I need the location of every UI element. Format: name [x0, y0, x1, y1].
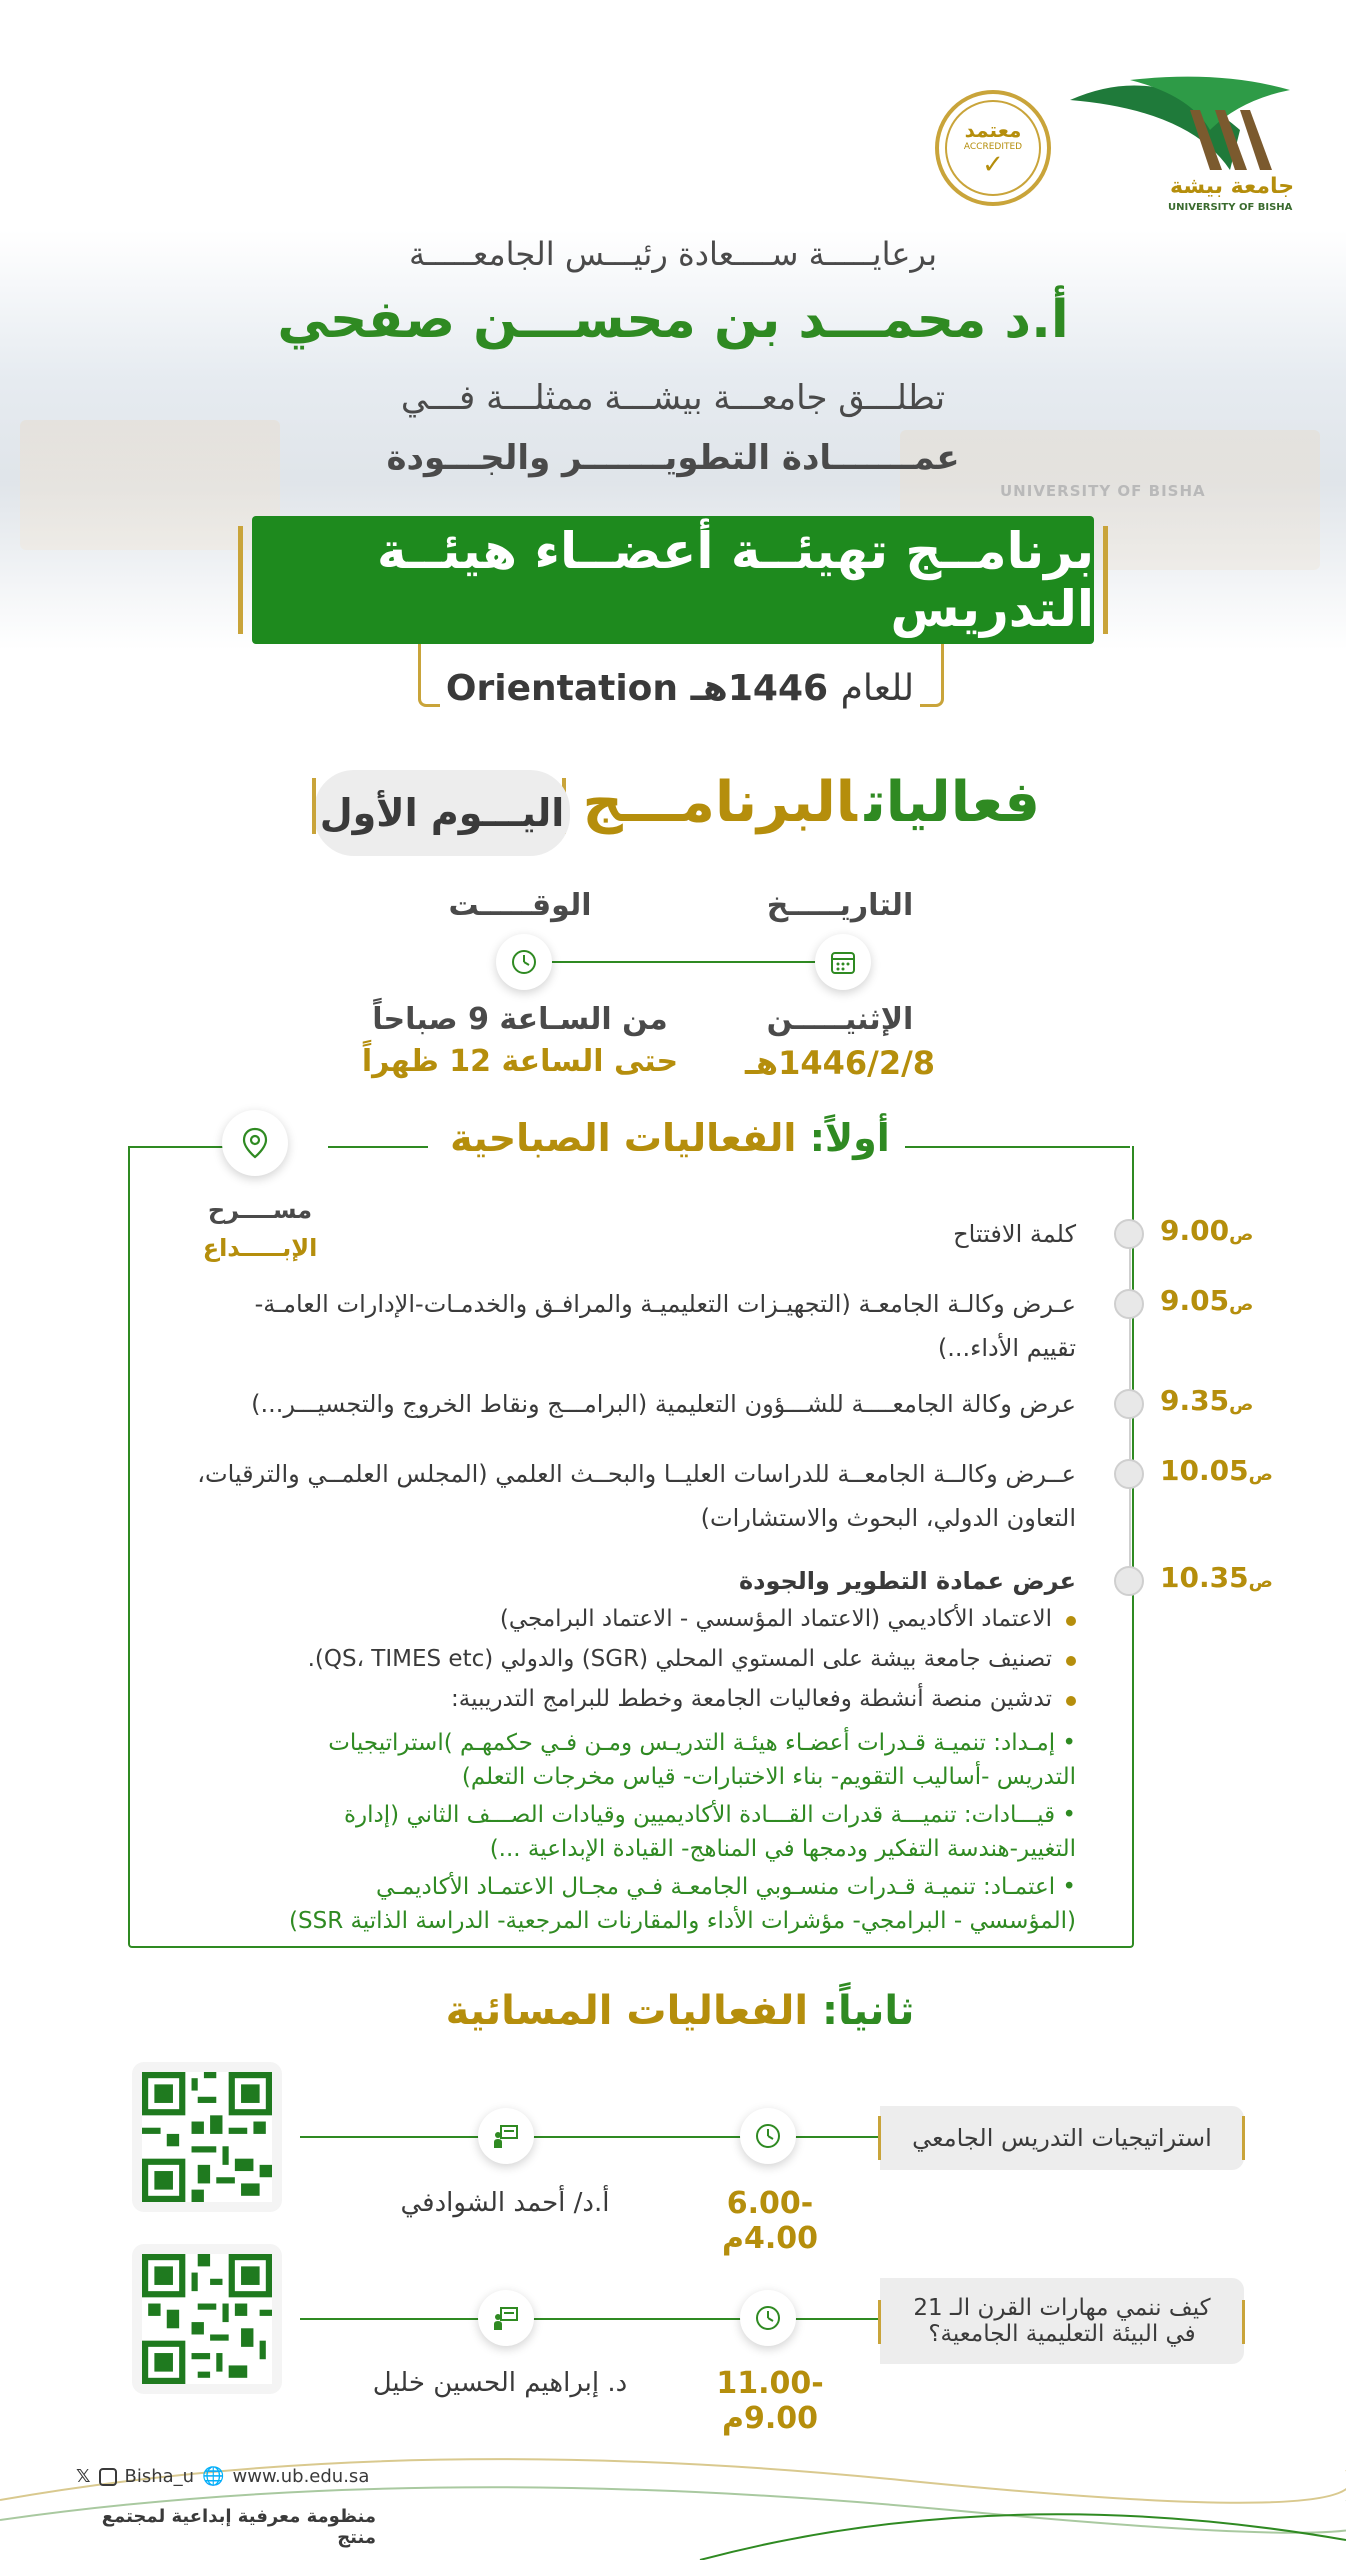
platform-item-2: [170, 1802, 1076, 1862]
location-pin-icon: [222, 1110, 288, 1176]
platform-item-line1: • إمـداد: تنميـة قـدرات أعضـاء هيئـة التدريـس ومـن فـي حكمهـم )استراتيجيات: [328, 1730, 1076, 1756]
item-time-1: [1160, 1214, 1261, 1247]
item-time-value: 9.00: [1160, 1214, 1230, 1247]
item-text-5: عرض عمادة التطوير والجودة: [738, 1567, 1076, 1595]
schedule-connector: [520, 961, 840, 963]
qr-code-icon: [142, 2254, 272, 2384]
session-topic-text: في البيئة التعليمية الجامعية؟: [928, 2321, 1196, 2347]
item-time-unit: ص: [1229, 1294, 1254, 1315]
sub-bullet-text: تصنيف جامعة بيشة على المستوي المحلي (SGR) والدولي (QS، TIMES etc).: [307, 1646, 1052, 1672]
session-topic-1: [880, 2106, 1244, 2170]
year-value: 1446هـ: [690, 668, 829, 709]
session-time-2: 11.00-9.00م: [716, 2366, 824, 2436]
deanship-line: عمـــــــادة التطويـــــــر والجـــودة: [386, 438, 960, 478]
session-time-1: 6.00-4.00م: [721, 2186, 819, 2256]
platform-item-3: [170, 1874, 1076, 1934]
session-topic-text: كيف ننمي مهارات القرن الـ 21: [913, 2295, 1211, 2321]
item-time-4: [1160, 1454, 1281, 1487]
patronage-line: برعايـــــة ســــعادة رئيـــس الجامعـــــة: [409, 235, 937, 273]
evening-title-prefix: ثانياً:: [822, 1988, 915, 2034]
session-topic-text: استراتيجيات التدريس الجامعي: [912, 2124, 1212, 2152]
clock-icon: [740, 2108, 796, 2164]
events-title: [580, 770, 1040, 835]
time-from: من السـاعة 9 صباحاً: [372, 1002, 668, 1037]
item-time-value: 10.35: [1160, 1561, 1249, 1594]
program-title: برنامــج تهيئــة أعضــاء هيئــة التدريس: [377, 522, 1094, 638]
topic-accent-bar: [878, 2116, 881, 2160]
timeline-dot: [1114, 1566, 1144, 1596]
item-time-value: 9.05: [1160, 1284, 1230, 1317]
timeline-dot: [1114, 1289, 1144, 1319]
footer-links: [76, 2466, 369, 2487]
presenter-icon: [478, 2290, 534, 2346]
venue-line2: الإبـــــداع: [202, 1234, 318, 1262]
item-text-1: كلمة الافتتاح: [953, 1220, 1076, 1248]
check-icon: ✓: [982, 150, 1004, 180]
sub-bullet-3: [180, 1686, 1076, 1712]
topic-accent-bar: [1242, 2300, 1245, 2344]
timeline-dot: [1114, 1459, 1144, 1489]
item-time-5: [1160, 1561, 1281, 1594]
platform-item-line1: • اعتمـاد: تنميـة قـدرات منسـوبي الجامعـة فـي مجـال الاعتمـاد الأكاديمـي: [375, 1874, 1076, 1900]
morning-title-prefix: أولاً:: [809, 1116, 890, 1160]
clock-icon: [496, 934, 552, 990]
topic-accent-bar: [1242, 2116, 1245, 2160]
platform-item-1: [170, 1730, 1076, 1790]
divider-bar-left: [312, 778, 316, 834]
time-label: الوقـــــت: [448, 888, 592, 923]
presenter-icon: [478, 2108, 534, 2164]
qr-code-icon: [142, 2072, 272, 2202]
events-title-part2: البرنامـــج: [582, 770, 857, 835]
item-text-2: عـرض وكالـة الجامعـة (التجهيـزات التعليميـة والمرافـق والخدمـات-الإدارات العامـة-: [254, 1290, 1076, 1318]
seal-text-en: ACCREDITED: [963, 142, 1023, 152]
program-title-banner: [252, 516, 1094, 644]
accreditation-seal: [935, 90, 1051, 206]
bullet-icon: [1066, 1696, 1076, 1706]
year-line: [440, 668, 920, 709]
sub-bullet-1: [180, 1606, 1076, 1632]
item-time-2: [1160, 1284, 1261, 1317]
morning-title-text: الفعاليات الصباحية: [450, 1116, 797, 1160]
timeline-dot: [1114, 1389, 1144, 1419]
morning-title: [440, 1116, 900, 1160]
university-logo: [1040, 70, 1320, 220]
footer-handle[interactable]: Bisha_u: [124, 2466, 195, 2487]
palm-logo-icon: [1040, 70, 1320, 180]
sub-bullet-2: [180, 1646, 1076, 1672]
events-title-part1: فعاليات: [864, 770, 1040, 835]
day-label: اليـــوم الأول: [319, 791, 565, 835]
year-prefix: للعام: [840, 668, 915, 709]
platform-item-line2: التغيير-هندسة التفكير ودمجها في المناهج- القيادة الإبداعية ...): [489, 1836, 1076, 1862]
calendar-icon: [815, 934, 871, 990]
item-time-unit: ص: [1229, 1224, 1254, 1245]
day-label-pill: [314, 770, 570, 856]
date-value: 1446/2/8هـ: [744, 1044, 936, 1082]
footer-slogan: منظومة معرفية إبداعية لمجتمع منتج: [101, 2506, 376, 2548]
item-text-4b: التعاون الدولي، البحوث والاستشارات): [700, 1504, 1076, 1532]
platform-item-line2: (المؤسسي - البرامجي- مؤشرات الأداء والمقارنات المرجعية- الدراسة الذاتية SSR): [289, 1908, 1076, 1934]
frame-top-left: [128, 1146, 228, 1148]
president-name: أ.د محمـــد بن محســـن صفحي: [277, 290, 1069, 350]
x-icon[interactable]: 𝕏: [76, 2466, 91, 2487]
session-speaker-1: أ.د/ أحمد الشوادفي: [400, 2188, 610, 2218]
venue-line1: مســــرح: [207, 1196, 313, 1224]
bullet-icon: [1066, 1656, 1076, 1666]
launch-line: تطلـــق جامعـــة بيشـــة ممثلـــة فـــي: [400, 378, 946, 418]
time-to: حتى الساعة 12 ظهراً: [361, 1044, 679, 1079]
qr-code[interactable]: [132, 2244, 282, 2394]
item-time-unit: ص: [1248, 1464, 1273, 1485]
clock-icon: [740, 2290, 796, 2346]
platform-item-line1: • قيـــادات: تنميـــة قدرات القـــادة الأكاديميين وقيادات الصـــف الثاني (إدارة: [343, 1802, 1076, 1828]
day-name: الإثنيـــــن: [766, 1002, 914, 1037]
university-name-ar: جامعة بيشة: [1170, 174, 1295, 199]
date-label: التاريـــــخ: [766, 888, 914, 923]
item-time-value: 9.35: [1160, 1384, 1230, 1417]
globe-icon: 🌐: [202, 2466, 225, 2487]
item-text-4: عــرض وكالــة الجامعــة للدراسات العليــا والبحــث العلمي (المجلس العلمــي والترقيات،: [197, 1460, 1076, 1488]
timeline-dot: [1114, 1219, 1144, 1249]
sub-bullet-text: تدشين منصة أنشطة وفعاليات الجامعة وخطط للبرامج التدريبية:: [451, 1686, 1052, 1712]
sub-bullet-text: الاعتماد الأكاديمي (الاعتماد المؤسسي - الاعتماد البرامجي): [499, 1606, 1052, 1632]
qr-code[interactable]: [132, 2062, 282, 2212]
item-text-3: عرض وكالة الجامعــــة للشـــؤون التعليمية (البرامـــج ونقاط الخروج والتجسيـــر...): [251, 1390, 1076, 1418]
evening-title-text: الفعاليات المسائية: [445, 1988, 809, 2034]
topic-accent-bar: [878, 2300, 881, 2344]
item-time-unit: ص: [1229, 1394, 1254, 1415]
item-time-unit: ص: [1248, 1571, 1273, 1592]
frame-top-mid: [328, 1146, 428, 1148]
item-time-value: 10.05: [1160, 1454, 1249, 1487]
instagram-icon[interactable]: [99, 2468, 117, 2486]
bullet-icon: [1066, 1616, 1076, 1626]
seal-text-ar: معتمد: [964, 118, 1022, 142]
platform-item-line2: التدريس -أساليب التقويم- بناء الاختبارات- قياس مخرجات التعلم): [461, 1764, 1076, 1790]
year-suffix: Orientation: [445, 668, 679, 709]
item-time-3: [1160, 1384, 1261, 1417]
session-speaker-2: د. إبراهيم الحسين خليل: [372, 2368, 628, 2398]
evening-title: [400, 1988, 960, 2034]
session-topic-2: [880, 2278, 1244, 2364]
footer-website[interactable]: www.ub.edu.sa: [232, 2466, 370, 2487]
watermark-sign: UNIVERSITY OF BISHA: [1000, 482, 1206, 500]
frame-top-right: [905, 1146, 1130, 1148]
item-text-2b: تقييم الأداء...): [937, 1334, 1076, 1362]
university-name-en: UNIVERSITY OF BISHA: [1168, 202, 1293, 213]
